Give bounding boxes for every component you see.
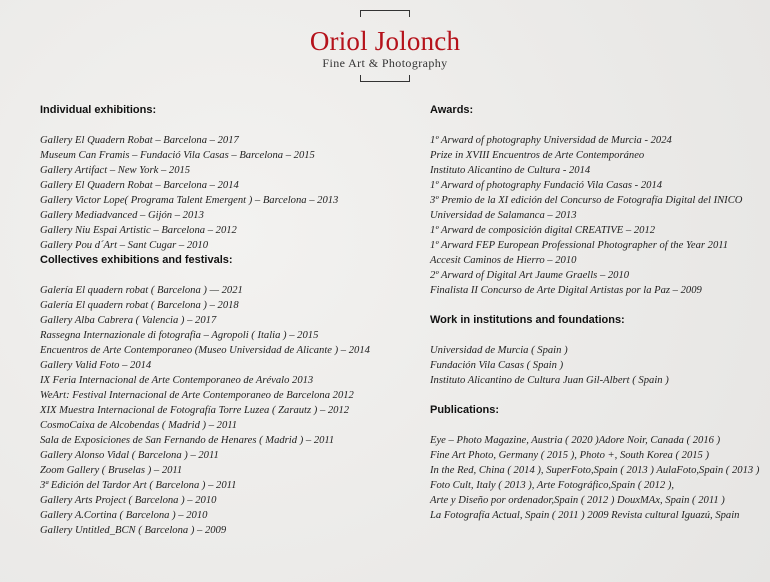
list-item: Museum Can Framis – Fundació Vila Casas – Barcelona – 2015 xyxy=(40,150,315,161)
collectives-heading: Collectives exhibitions and festivals: xyxy=(40,254,233,266)
publications-list xyxy=(430,433,765,523)
list-item: Gallery Niu Espai Artistic – Barcelona – 2012 xyxy=(40,225,237,236)
list-item: Zoom Gallery ( Bruselas ) – 2011 xyxy=(40,465,183,476)
left-column xyxy=(40,103,410,538)
list-item: Foto Cult, Italy ( 2013 ), Arte Fotográfico,Spain ( 2012 ), xyxy=(430,480,675,491)
list-item: Accesit Caminos de Hierro – 2010 xyxy=(430,255,577,266)
list-item: 3º Premio de la XI edición del Concurso de Fotografía Digital del INICO xyxy=(430,195,743,206)
list-item: Instituto Alicantino de Cultura Juan Gil-Albert ( Spain ) xyxy=(430,375,669,386)
list-item: Fundación Vila Casas ( Spain ) xyxy=(430,360,564,371)
list-item: Gallery Alonso Vidal ( Barcelona ) – 2011 xyxy=(40,450,219,461)
list-item: Eye – Photo Magazine, Austria ( 2020 )Adore Noir, Canada ( 2016 ) xyxy=(430,435,721,446)
list-item: 3ª Edición del Tardor Art ( Barcelona ) – 2011 xyxy=(40,480,237,491)
list-item: Gallery El Quadern Robat – Barcelona – 2014 xyxy=(40,180,239,191)
list-item: In the Red, China ( 2014 ), SuperFoto,Spain ( 2013 ) AulaFoto,Spain ( 2013 ) xyxy=(430,465,760,476)
list-item: Gallery Arts Project ( Barcelona ) – 2010 xyxy=(40,495,217,506)
awards-list xyxy=(430,133,765,298)
list-item: Gallery El Quadern Robat – Barcelona – 2017 xyxy=(40,135,239,146)
brand-name: Oriol Jolonch xyxy=(309,26,461,56)
publications-heading: Publications: xyxy=(430,404,500,416)
list-item: WeArt: Festival Internacional de Arte Contemporaneo de Barcelona 2012 xyxy=(40,390,354,401)
logo-frame-bottom xyxy=(360,75,410,82)
list-item: IX Feria Internacional de Arte Contemporaneo de Arévalo 2013 xyxy=(40,375,314,386)
logo-frame-top xyxy=(360,10,410,17)
list-item: Gallery A.Cortina ( Barcelona ) – 2010 xyxy=(40,510,208,521)
list-item: 1º Arward of photography Fundació Vila Casas - 2014 xyxy=(430,180,663,191)
list-item: Finalista II Concurso de Arte Digital Artistas por la Paz – 2009 xyxy=(430,285,702,296)
list-item: 1º Arward FEP European Professional Photographer of the Year 2011 xyxy=(430,240,729,251)
list-item: CosmoCaixa de Alcobendas ( Madrid ) – 2011 xyxy=(40,420,238,431)
list-item: Gallery Valid Foto – 2014 xyxy=(40,360,152,371)
brand-subtitle: Fine Art & Photography xyxy=(322,56,448,70)
list-item: Instituto Alicantino de Cultura - 2014 xyxy=(430,165,591,176)
list-item: XIX Muestra Internacional de Fotografía Torre Luzea ( Zarautz ) – 2012 xyxy=(40,405,350,416)
list-item: Fine Art Photo, Germany ( 2015 ), Photo +, South Korea ( 2015 ) xyxy=(430,450,710,461)
awards-heading: Awards: xyxy=(430,104,474,116)
right-column xyxy=(430,103,765,523)
list-item: Arte y Diseño por ordenador,Spain ( 2012 ) DouxMAx, Spain ( 2011 ) xyxy=(430,495,725,506)
list-item: Gallery Victor Lope( Programa Talent Emergent ) – Barcelona – 2013 xyxy=(40,195,339,206)
list-item: Rassegna Internazionale di fotografia – Agropoli ( Italia ) – 2015 xyxy=(40,330,319,341)
list-item: 2º Arward of Digital Art Jaume Graells – 2010 xyxy=(430,270,630,281)
list-item: Universidad de Murcia ( Spain ) xyxy=(430,345,568,356)
list-item: Galería El quadern robat ( Barcelona ) — 2021 xyxy=(40,285,243,296)
institutions-heading: Work in institutions and foundations: xyxy=(430,314,625,326)
individual-exhibitions-heading: Individual exhibitions: xyxy=(40,104,157,116)
list-item: Gallery Mediadvanced – Gijón – 2013 xyxy=(40,210,204,221)
list-item: 1º Arward de composición digital CREATIVE – 2012 xyxy=(430,225,656,236)
list-item: Gallery Artifact – New York – 2015 xyxy=(40,165,191,176)
list-item: Gallery Alba Cabrera ( Valencia ) – 2017 xyxy=(40,315,217,326)
collectives-list xyxy=(40,283,410,538)
institutions-list xyxy=(430,343,765,388)
list-item: Gallery Pou d´Art – Sant Cugar – 2010 xyxy=(40,240,209,251)
individual-exhibitions-list xyxy=(40,133,410,253)
list-item: Sala de Exposiciones de San Fernando de Henares ( Madrid ) – 2011 xyxy=(40,435,335,446)
list-item: Prize in XVIII Encuentros de Arte Contemporáneo xyxy=(430,150,645,161)
list-item: Gallery Untitled_BCN ( Barcelona ) – 2009 xyxy=(40,525,227,536)
list-item: Encuentros de Arte Contemporaneo (Museo Universidad de Alicante ) – 2014 xyxy=(40,345,370,356)
list-item: La Fotografía Actual, Spain ( 2011 ) 2009 Revista cultural Iguazú, Spain xyxy=(430,510,740,521)
list-item: Universidad de Salamanca – 2013 xyxy=(430,210,577,221)
list-item: 1º Arward of photography Universidad de Murcia - 2024 xyxy=(430,135,672,146)
list-item: Galería El quadern robat ( Barcelona ) – 2018 xyxy=(40,300,239,311)
